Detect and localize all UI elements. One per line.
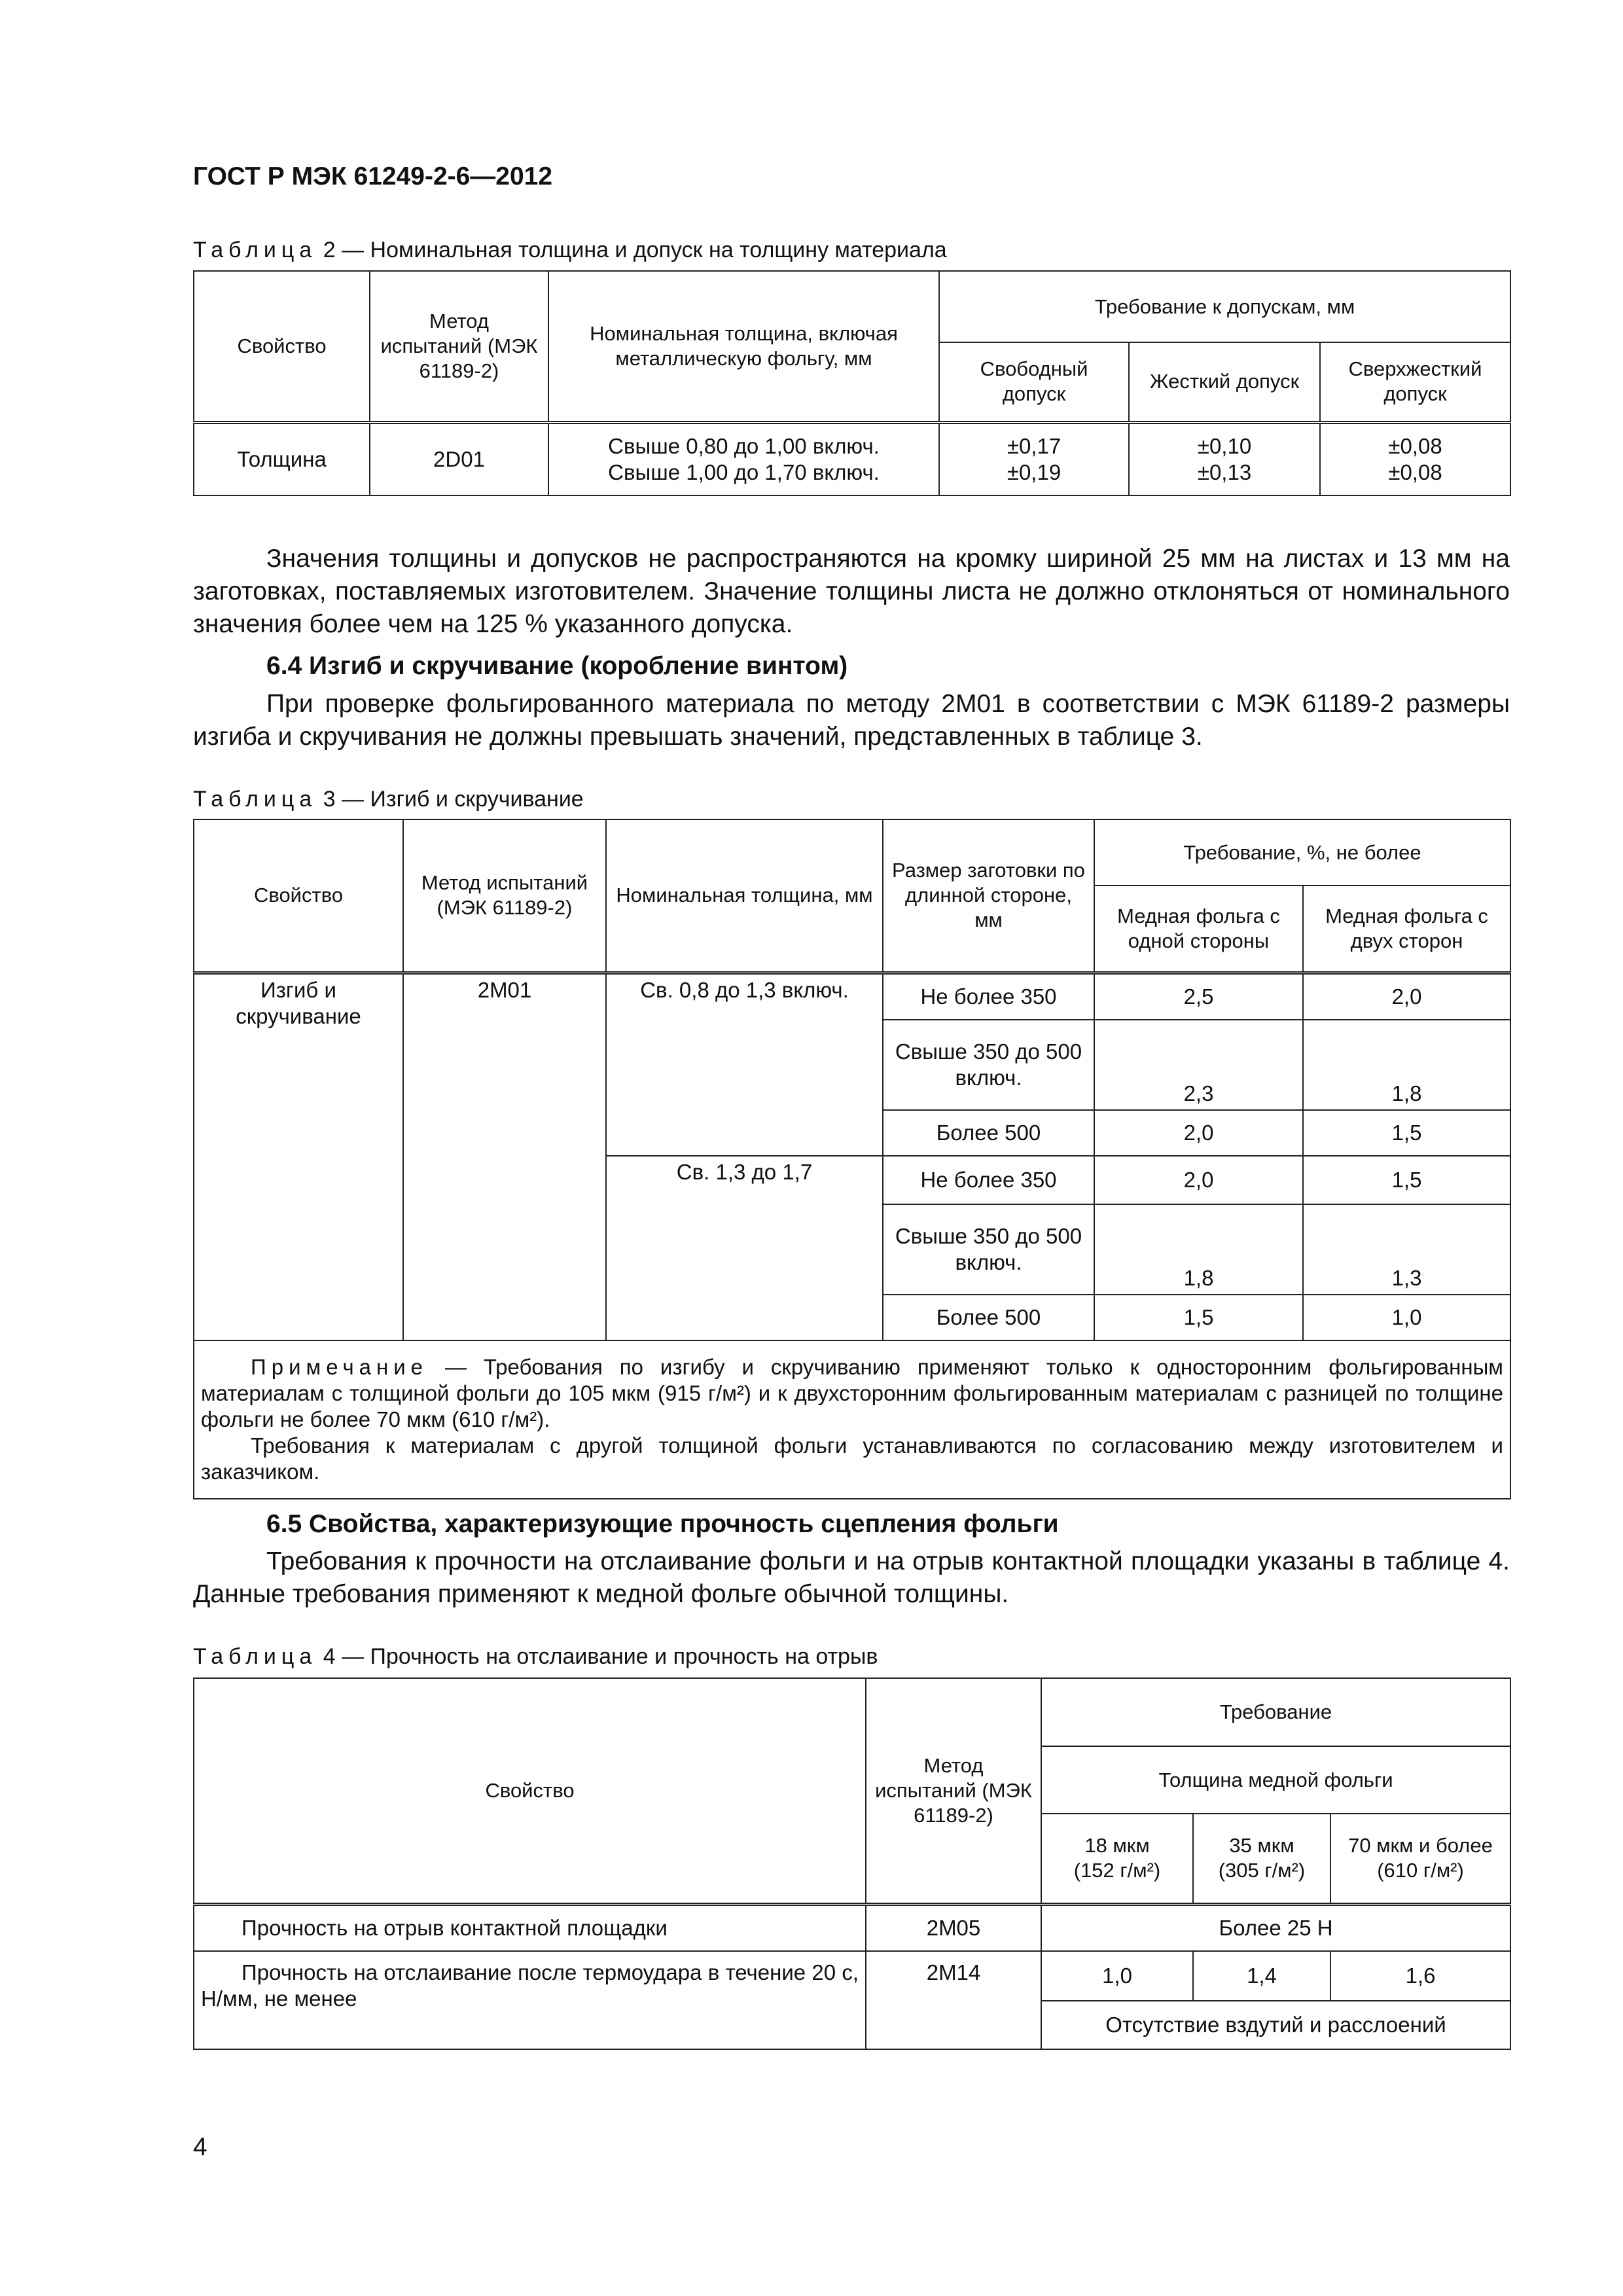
- table4: [193, 1677, 1511, 2050]
- table4-row2-18: 1,0: [1041, 1951, 1193, 2001]
- table3-group2: Св. 1,3 до 1,7: [606, 1156, 883, 1340]
- table2-header-method: Метод испытаний (МЭК 61189-2): [370, 271, 548, 422]
- thickness-paragraph: Значения толщины и допусков не распространяются на кромку шириной 25 мм на листах и 13 мм на заготовках, поставляемых изготовителем. Значение толщины листа не должно отклоняться от номинального значения более чем на 125 % указанного допуска.: [193, 545, 1510, 638]
- table2: [193, 270, 1511, 496]
- table3-two-sides: 1,0: [1303, 1295, 1510, 1340]
- table3-one-side: 2,0: [1094, 1110, 1303, 1156]
- table3-size: Более 500: [883, 1110, 1094, 1156]
- section-6-5-text: Требования к прочности на отслаивание фольги и на отрыв контактной площадки указаны в таблице 4. Данные требования применяют к медной фольге обычной толщины.: [193, 1547, 1510, 1608]
- table3-group1: Св. 0,8 до 1,3 включ.: [606, 973, 883, 1156]
- table3-one-side: 2,5: [1094, 973, 1303, 1020]
- table4-caption: Таблица 4 — Прочность на отслаивание и прочность на отрыв: [193, 1644, 878, 1669]
- table2-free: ±0,17 ±0,19: [939, 422, 1129, 495]
- section-6-4-heading: 6.4 Изгиб и скручивание (коробление винтом): [266, 652, 848, 680]
- table3-header-two-sides: Медная фольга с двух сторон: [1303, 886, 1510, 973]
- table2-header-super: Сверхжесткий допуск: [1320, 342, 1510, 422]
- table3-property: Изгиб и скручивание: [194, 973, 403, 1340]
- table3-note: Примечание — Требования по изгибу и скручиванию применяют только к односторонним фольгированным материалам с толщиной фольги до 105 мкм (915 г/м²) и к двухсторонним фольгированным материалам с разницей по толщине фольги не более 70 мкм (610 г/м²). Требования к материалам с другой толщиной фольги устанавливаются по согласованию между изготовителем и заказчиком.: [194, 1340, 1510, 1499]
- table3-header-one-side: Медная фольга с одной стороны: [1094, 886, 1303, 973]
- table2-nominal: Свыше 0,80 до 1,00 включ. Свыше 1,00 до 1,70 включ.: [548, 422, 939, 495]
- table4-header-thickness: Толщина медной фольги: [1041, 1746, 1510, 1814]
- table3-size: Свыше 350 до 500 включ.: [883, 1204, 1094, 1295]
- section-6-5-heading: 6.5 Свойства, характеризующие прочность сцепления фольги: [266, 1510, 1059, 1538]
- table4-row1-value: Более 25 Н: [1041, 1904, 1510, 1951]
- table2-header-property: Свойство: [194, 271, 370, 422]
- table3-one-side: 2,0: [1094, 1156, 1303, 1204]
- table3-two-sides: 1,3: [1303, 1204, 1510, 1295]
- table3-two-sides: 2,0: [1303, 973, 1510, 1020]
- table2-method: 2D01: [370, 422, 548, 495]
- table3-header-size: Размер заготовки по длинной стороне, мм: [883, 819, 1094, 973]
- table4-header-35: 35 мкм (305 г/м²): [1193, 1814, 1330, 1904]
- table3-header-method: Метод испытаний (МЭК 61189-2): [403, 819, 606, 973]
- table2-super: ±0,08 ±0,08: [1320, 422, 1510, 495]
- table2-rigid: ±0,10 ±0,13: [1129, 422, 1320, 495]
- table3-size: Не более 350: [883, 973, 1094, 1020]
- table4-row1-property: Прочность на отрыв контактной площадки: [194, 1904, 866, 1951]
- table2-header-nominal: Номинальная толщина, включая металлическую фольгу, мм: [548, 271, 939, 422]
- table4-row1-method: 2М05: [866, 1904, 1041, 1951]
- table4-header-18: 18 мкм (152 г/м²): [1041, 1814, 1193, 1904]
- table4-header-property: Свойство: [194, 1678, 866, 1904]
- table3-size: Свыше 350 до 500 включ.: [883, 1020, 1094, 1110]
- table4-row2-method: 2М14: [866, 1951, 1041, 2049]
- table3-two-sides: 1,5: [1303, 1156, 1510, 1204]
- document-code: ГОСТ Р МЭК 61249-2-6—2012: [193, 162, 553, 190]
- table-row: [194, 1951, 1510, 2001]
- table-row: [194, 422, 1510, 495]
- table3-two-sides: 1,8: [1303, 1020, 1510, 1110]
- table2-property: Толщина: [194, 422, 370, 495]
- table3: [193, 819, 1511, 1499]
- table4-row2-note: Отсутствие вздутий и расслоений: [1041, 2001, 1510, 2049]
- table4-row2-70: 1,6: [1330, 1951, 1510, 2001]
- table3-method: 2М01: [403, 973, 606, 1340]
- table4-header-requirement: Требование: [1041, 1678, 1510, 1746]
- table4-row2-35: 1,4: [1193, 1951, 1330, 2001]
- table3-one-side: 2,3: [1094, 1020, 1303, 1110]
- table3-one-side: 1,5: [1094, 1295, 1303, 1340]
- table3-header-property: Свойство: [194, 819, 403, 973]
- table4-header-70: 70 мкм и более (610 г/м²): [1330, 1814, 1510, 1904]
- table3-header-nominal: Номинальная толщина, мм: [606, 819, 883, 973]
- table3-size: Не более 350: [883, 1156, 1094, 1204]
- table-row: [194, 973, 1510, 1020]
- table2-header-free: Свободный допуск: [939, 342, 1129, 422]
- table2-caption: Таблица 2 — Номинальная толщина и допуск на толщину материала: [193, 238, 947, 262]
- table3-caption: Таблица 3 — Изгиб и скручивание: [193, 787, 584, 812]
- table-row: [194, 1904, 1510, 1951]
- page-number: 4: [193, 2133, 207, 2161]
- table4-row2-property: Прочность на отслаивание после термоудара в течение 20 с, Н/мм, не менее: [194, 1951, 866, 2049]
- table4-header-method: Метод испытаний (МЭК 61189-2): [866, 1678, 1041, 1904]
- section-6-4-text: При проверке фольгированного материала по методу 2М01 в соответствии с МЭК 61189-2 размеры изгиба и скручивания не должны превышать значений, представленных в таблице 3.: [193, 690, 1510, 751]
- table2-header-requirements: Требование к допускам, мм: [939, 271, 1510, 342]
- table3-two-sides: 1,5: [1303, 1110, 1510, 1156]
- table3-size: Более 500: [883, 1295, 1094, 1340]
- table3-header-requirement: Требование, %, не более: [1094, 819, 1510, 886]
- table3-one-side: 1,8: [1094, 1204, 1303, 1295]
- table2-header-rigid: Жесткий допуск: [1129, 342, 1320, 422]
